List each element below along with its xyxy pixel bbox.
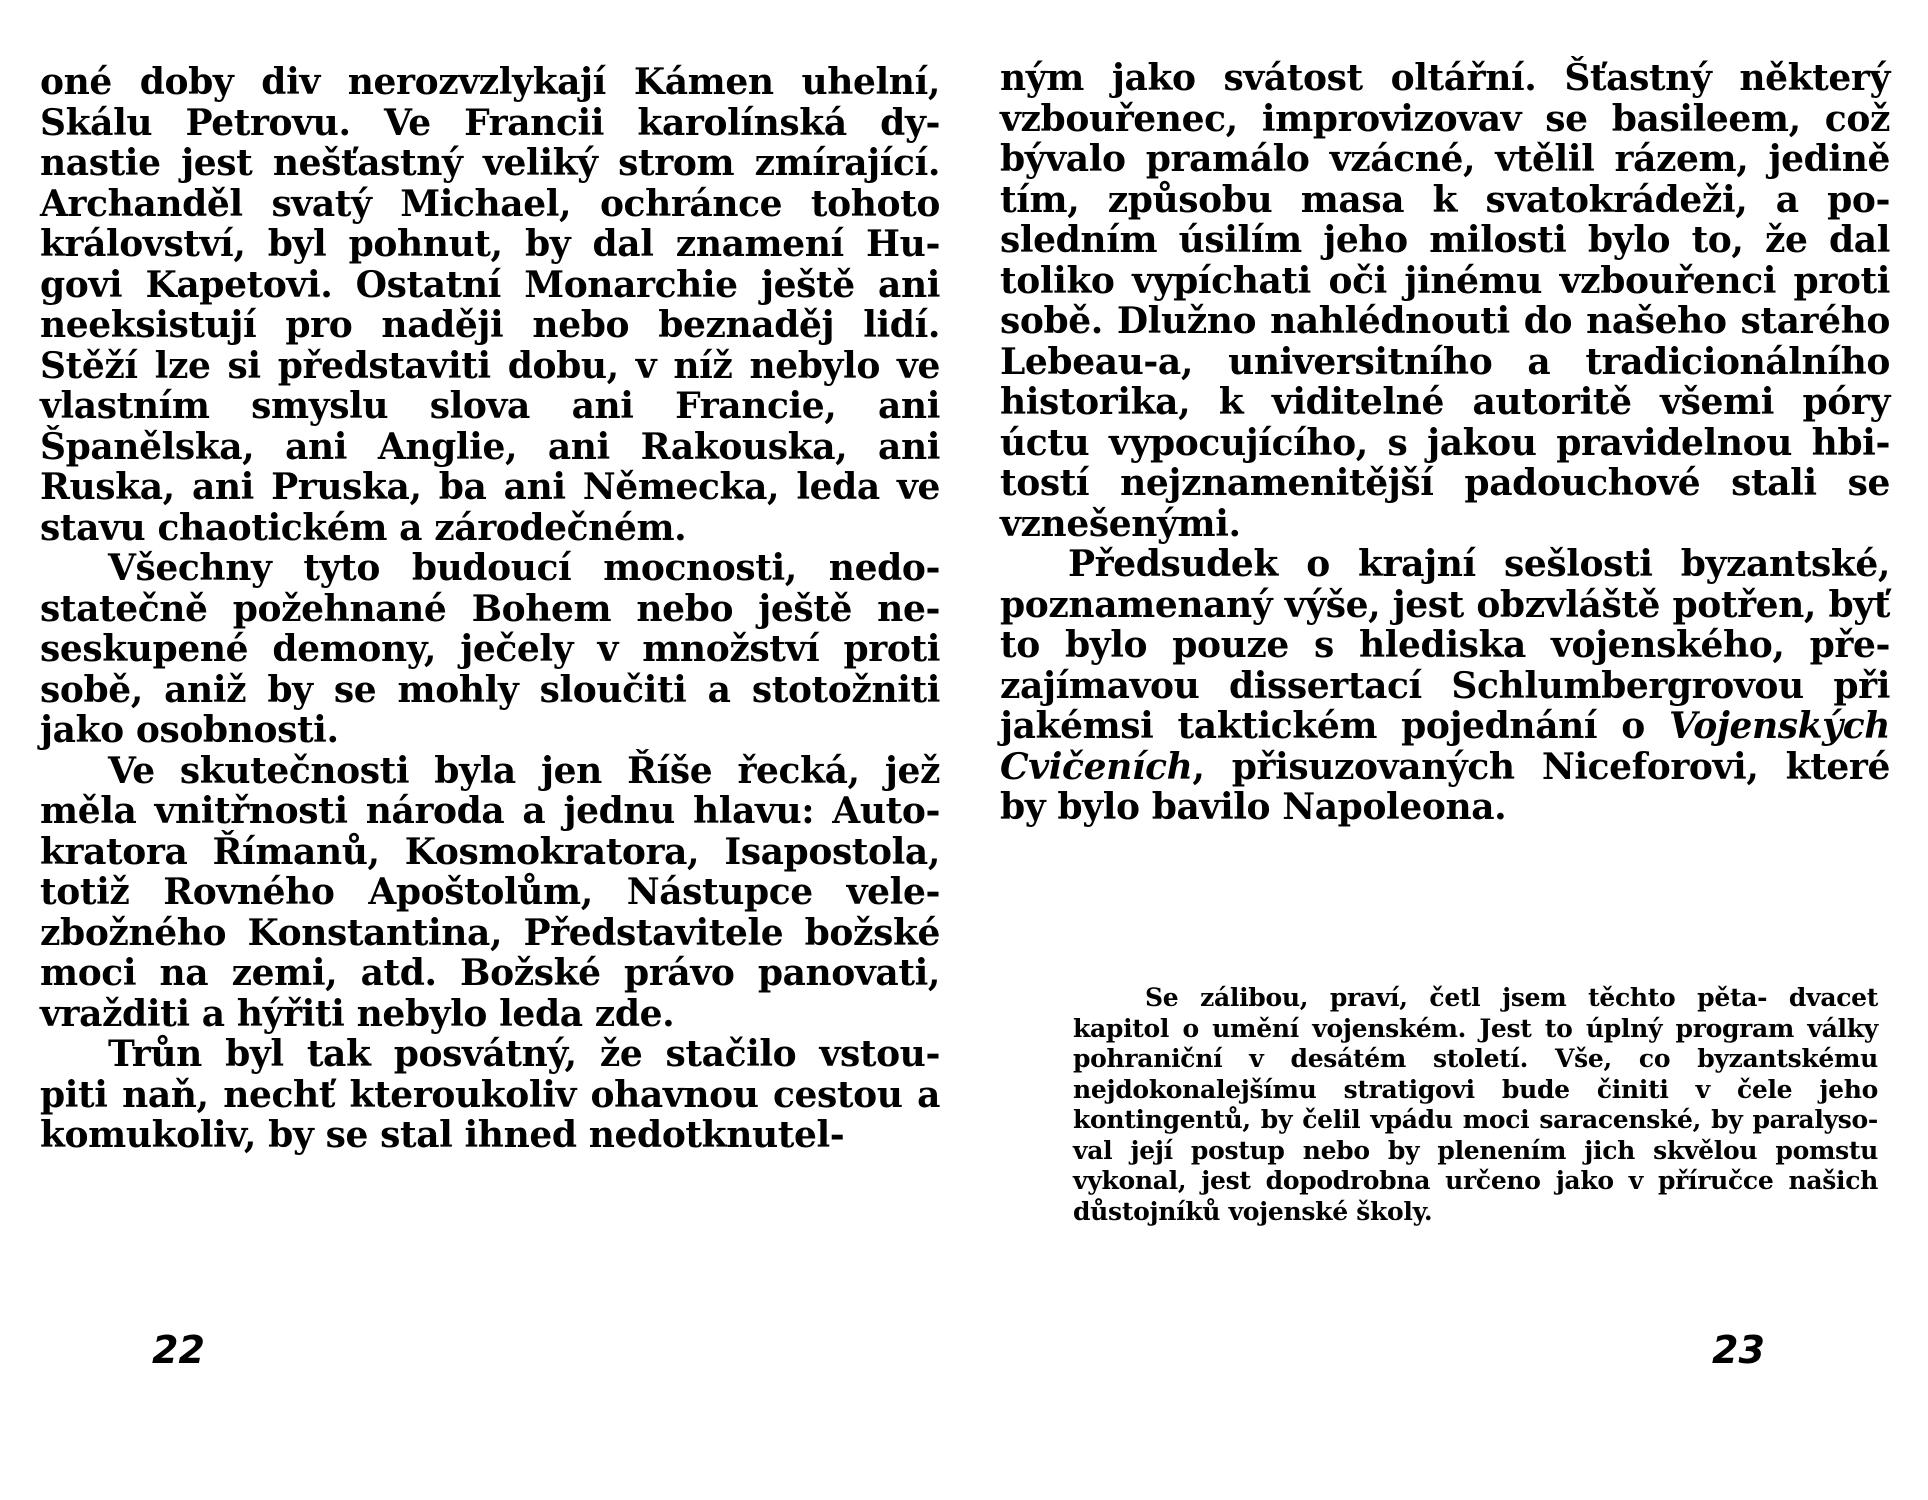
footnote-text: Se zálibou, praví, četl jsem těchto pěta- dvacet kapitol o umění vojenském. Jest to úplný program války pohraniční v desátém století. Vše, co byzantskému nejdokonalejšímu stratigovi bude činiti v čele jeho kontingentů, by čelil vpádu moci saracenské, by paralyso- val její postup nebo by plenením jich skvělou pomstu vykonal, jest dopodrobna určeno jako v příručce našich důstojníků vojenské školy. [1073, 983, 1878, 1226]
footnote [1073, 983, 1878, 1227]
left-page-text [40, 62, 940, 1156]
page-number-left: 22 [152, 1328, 205, 1372]
left-paragraph-4: Trůn byl tak posvátný, že stačilo vstou- piti naň, nechť kteroukoliv ohavnou cestou a komukoliv, by se stal ihned nedotknutel- [40, 1033, 940, 1156]
left-page [40, 0, 940, 1500]
page-number-right: 23 [1712, 1328, 1765, 1372]
left-paragraph-1: oné doby div nerozvzlykají Kámen uhelní, Skálu Petrovu. Ve Francii karolínská dy- nastie jest nešťastný veliký strom zmírající. Archanděl svatý Michael, ochránce tohoto království, byl pohnut, by dal znamení Hu- govi Kapetovi. Ostatní Monarchie ještě ani neeksistují pro naději nebo beznaděj lidí. Stěží lze si představiti dobu, v níž nebylo ve vlastním smyslu slova ani Francie, ani Španělska, ani Anglie, ani Rakouska, ani Ruska, ani Pruska, ba ani Německa, leda ve stavu chaotickém a zárodečném. [40, 61, 940, 549]
right-paragraph-2 [1000, 544, 1890, 828]
book-title-italic: Vojenských Cvičeních [1000, 705, 1890, 788]
left-paragraph-3: Ve skutečnosti byla jen Říše řecká, jež měla vnitřnosti národa a jednu hlavu: Auto- kratora Římanů, Kosmokratora, Isapostola, totiž Rovného Apoštolům, Nástupce vele- zbožného Konstantina, Představitele božské moci na zemi, atd. Božské právo panovati, vražditi a hýřiti nebylo leda zde. [40, 749, 940, 1035]
left-paragraph-2: Všechny tyto budoucí mocnosti, nedo- statečně požehnané Bohem nebo ještě ne- seskupené demony, ječely v množství proti sobě, aniž by se mohly sloučiti a stotožniti jako osobnosti. [40, 547, 940, 751]
right-paragraph-1: ným jako svátost oltářní. Šťastný některý vzbouřenec, improvizovav se basileem, což bývalo pramálo vzácné, vtělil rázem, jedině tím, způsobu masa k svatokrádeži, a po- sledním úsilím jeho milosti bylo to, že dal toliko vypíchati oči jinému vzbouřenci proti sobě. Dlužno nahlédnouti do našeho starého Lebeau-a, universitního a tradicionálního historika, k viditelné autoritě všemi póry úctu vypocujícího, s jakou pravidelnou hbi- tostí nejznamenitější padouchové stali se vznešenými. [1000, 57, 1890, 545]
right-paragraph-2-end: , přisuzovaných Niceforovi, které by bylo bavilo Napoleona. [1000, 745, 1890, 828]
right-page [1000, 0, 1890, 1500]
right-page-text [1000, 58, 1890, 828]
right-paragraph-2-text: Předsudek o krajní sešlosti byzantské, poznamenaný výše, jest obzvláště potřen, byť to bylo pouze s hlediska vojenského, pře- zajímavou dissertací Schlumbergrovou při jakémsi taktickém pojednání o [1000, 543, 1890, 747]
